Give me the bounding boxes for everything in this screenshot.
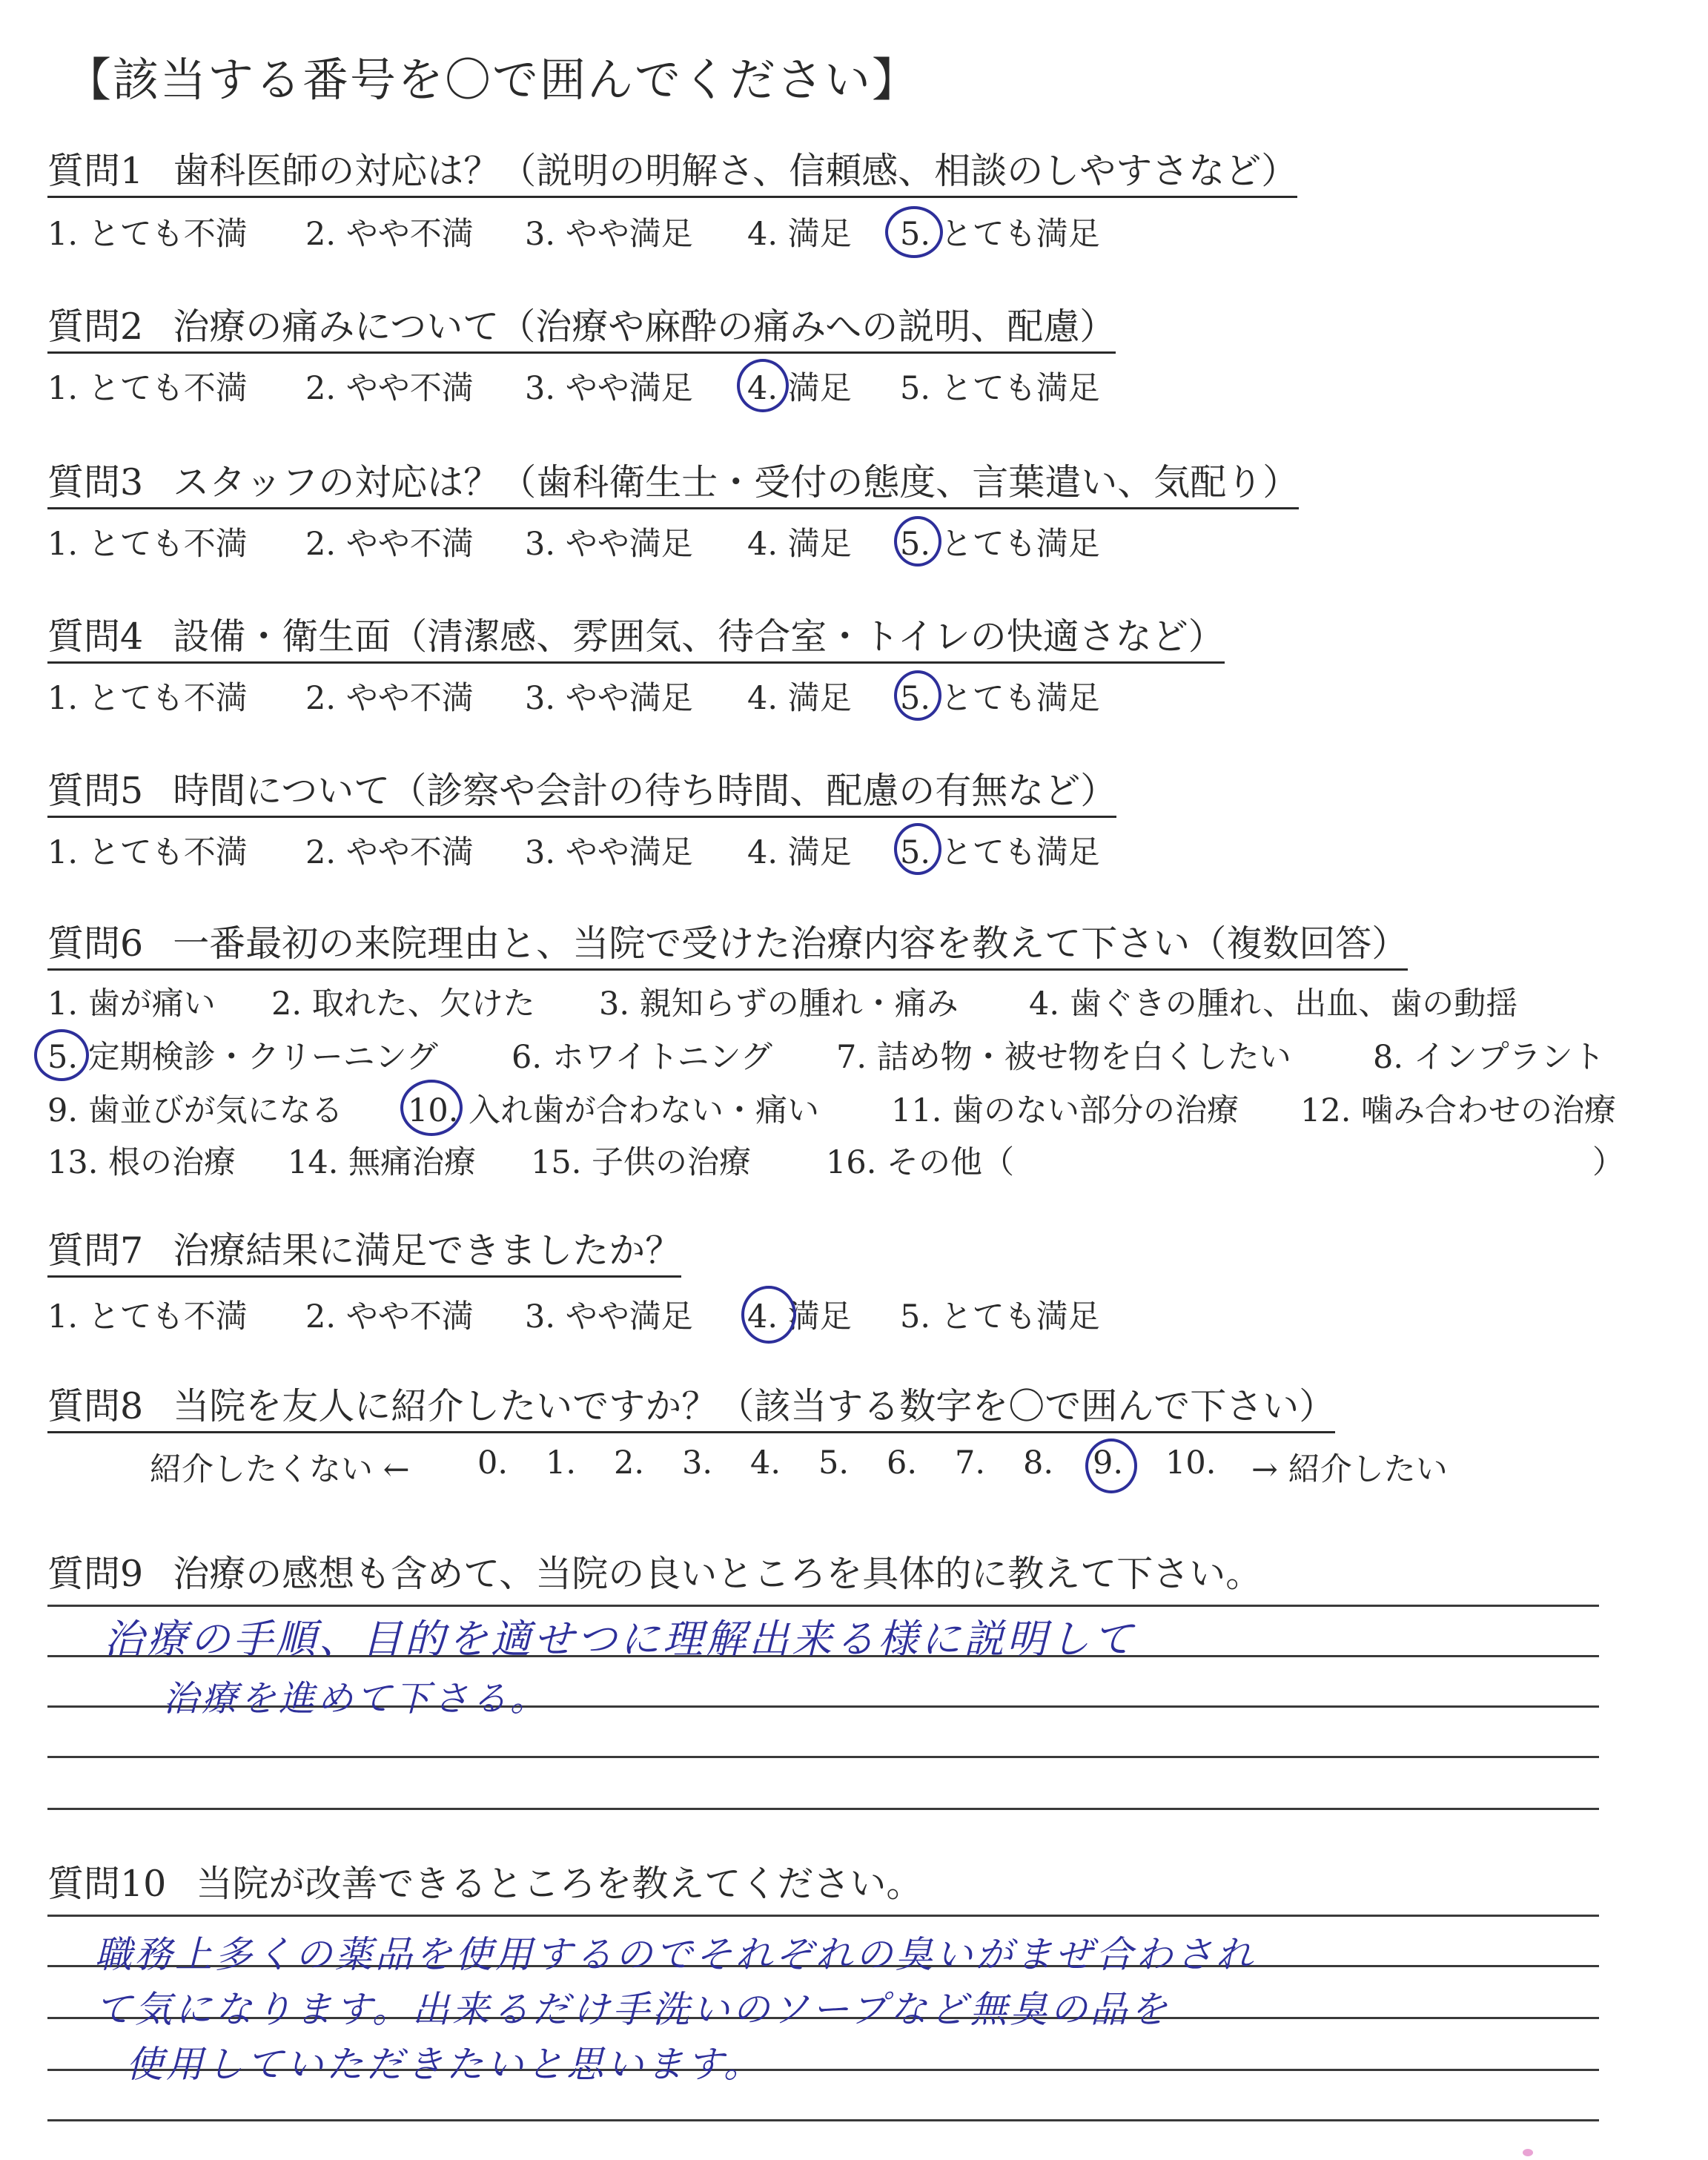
q8-scale-7[interactable]: 7. xyxy=(955,1444,986,1482)
question-6-number: 質問6 xyxy=(47,922,144,965)
instruction-heading: 【該当する番号を〇で囲んでください】 xyxy=(65,53,920,107)
q3-option-4[interactable]: 4. 満足 xyxy=(747,526,852,563)
q6-option-3[interactable]: 3. 親知らずの腫れ・痛み xyxy=(599,985,959,1023)
question-10-text: 当院が改善できるところを教えてください。 xyxy=(196,1863,923,1905)
q2-option-2[interactable]: 2. やや不満 xyxy=(305,370,474,407)
q10-answer-line-5 xyxy=(47,2119,1599,2121)
q3-option-3[interactable]: 3. やや満足 xyxy=(525,526,693,563)
q7-option-2[interactable]: 2. やや不満 xyxy=(305,1298,474,1335)
question-2-text: 治療の痛みについて（治療や麻酔の痛みへの説明、配慮） xyxy=(173,305,1116,348)
q8-scale-3[interactable]: 3. xyxy=(682,1444,713,1482)
q10-handwritten-line-2: て気になります。出来るだけ手洗いのソープなど無臭の品を xyxy=(95,1988,1171,2031)
question-9-number: 質問9 xyxy=(47,1553,144,1595)
question-9-text: 治療の感想も含めて、当院の良いところを具体的に教えて下さい。 xyxy=(173,1553,1262,1595)
question-10-number: 質問10 xyxy=(47,1863,167,1905)
question-7-number: 質問7 xyxy=(47,1229,144,1272)
q8-scale-6[interactable]: 6. xyxy=(887,1444,918,1482)
q6-option-1[interactable]: 1. 歯が痛い xyxy=(47,985,216,1023)
q6-option-2[interactable]: 2. 取れた、欠けた xyxy=(271,985,535,1023)
q8-scale-9[interactable]: 9. xyxy=(1093,1444,1124,1482)
q7-option-1[interactable]: 1. とても不満 xyxy=(47,1298,248,1335)
q10-handwritten-line-1: 職務上多くの薬品を使用するのでそれぞれの臭いがまぜ合わされ xyxy=(95,1933,1256,1976)
question-4-number: 質問4 xyxy=(47,615,144,658)
q1-option-1[interactable]: 1. とても不満 xyxy=(47,216,248,253)
q6-option-4[interactable]: 4. 歯ぐきの腫れ、出血、歯の動揺 xyxy=(1029,985,1518,1023)
q1-option-2[interactable]: 2. やや不満 xyxy=(305,216,474,253)
q5-selection-circle xyxy=(894,823,941,875)
q6-option-15[interactable]: 15. 子供の治療 xyxy=(531,1144,752,1181)
question-7-text: 治療結果に満足できましたか？ xyxy=(173,1229,682,1272)
q10-answer-line-1 xyxy=(47,1915,1599,1917)
question-7 xyxy=(47,1228,681,1278)
q9-answer-line-4 xyxy=(47,1756,1599,1758)
q6-option-7[interactable]: 7. 詰め物・被せ物を白くしたい xyxy=(836,1039,1291,1076)
q7-option-3[interactable]: 3. やや満足 xyxy=(525,1298,693,1335)
q1-option-5[interactable]: 5. とても満足 xyxy=(900,216,1100,253)
q3-option-2[interactable]: 2. やや不満 xyxy=(305,526,474,563)
q4-option-4[interactable]: 4. 満足 xyxy=(747,680,852,717)
q3-option-5[interactable]: 5. とても満足 xyxy=(900,526,1100,563)
question-9 xyxy=(47,1545,1262,1597)
question-8 xyxy=(47,1384,1335,1433)
q6-option-10-circle xyxy=(400,1080,463,1136)
q8-right-label: → 紹介したい xyxy=(1251,1451,1448,1488)
q2-option-4[interactable]: 4. 満足 xyxy=(747,370,852,407)
q1-selection-circle xyxy=(885,206,943,258)
q2-option-3[interactable]: 3. やや満足 xyxy=(525,370,693,407)
q8-scale-4[interactable]: 4. xyxy=(750,1444,781,1482)
question-5-text: 時間について（診察や会計の待ち時間、配慮の有無など） xyxy=(173,770,1117,812)
question-5 xyxy=(47,768,1116,818)
q6-option-13[interactable]: 13. 根の治療 xyxy=(47,1144,236,1181)
q1-option-4[interactable]: 4. 満足 xyxy=(747,216,852,253)
q6-option-10[interactable]: 10. 入れ歯が合わない・痛い xyxy=(408,1092,820,1129)
q9-answer-line-1 xyxy=(47,1605,1599,1607)
q6-option-11[interactable]: 11. 歯のない部分の治療 xyxy=(891,1092,1239,1129)
q2-option-5[interactable]: 5. とても満足 xyxy=(900,370,1100,407)
q5-option-5[interactable]: 5. とても満足 xyxy=(900,834,1100,871)
q8-scale-8[interactable]: 8. xyxy=(1023,1444,1054,1482)
q5-option-1[interactable]: 1. とても不満 xyxy=(47,834,248,871)
q1-option-3[interactable]: 3. やや満足 xyxy=(525,216,693,253)
q7-option-5[interactable]: 5. とても満足 xyxy=(900,1298,1100,1335)
question-3 xyxy=(47,460,1299,509)
q4-option-2[interactable]: 2. やや不満 xyxy=(305,680,474,717)
q6-option-6[interactable]: 6. ホワイトニング xyxy=(512,1039,772,1076)
question-2 xyxy=(47,304,1116,354)
q6-option-5-circle xyxy=(34,1029,89,1081)
q7-selection-circle xyxy=(741,1286,796,1344)
q10-handwritten-line-3: 使用していただきたいと思います。 xyxy=(126,2043,764,2086)
q6-option-8[interactable]: 8. インプラント xyxy=(1373,1039,1605,1076)
q4-option-5[interactable]: 5. とても満足 xyxy=(900,680,1100,717)
question-4-text: 設備・衛生面（清潔感、雰囲気、待合室・トイレの快適さなど） xyxy=(173,615,1225,658)
q6-option-9[interactable]: 9. 歯並びが気になる xyxy=(47,1092,343,1129)
q6-option-5[interactable]: 5. 定期検診・クリーニング xyxy=(47,1039,438,1076)
q9-answer-line-5 xyxy=(47,1808,1599,1810)
q7-option-4[interactable]: 4. 満足 xyxy=(747,1298,852,1335)
q5-option-4[interactable]: 4. 満足 xyxy=(747,834,852,871)
q5-option-2[interactable]: 2. やや不満 xyxy=(305,834,474,871)
ink-spot xyxy=(1523,2149,1533,2156)
question-1-text: 歯科医師の対応は？（説明の明解さ、信頼感、相談のしやすさなど） xyxy=(173,150,1298,192)
q8-scale-10[interactable]: 10. xyxy=(1165,1444,1217,1482)
q6-option-14[interactable]: 14. 無痛治療 xyxy=(288,1144,477,1181)
question-1-number: 質問1 xyxy=(47,150,144,192)
q6-other-close-paren: ） xyxy=(1592,1144,1624,1181)
q4-option-3[interactable]: 3. やや満足 xyxy=(525,680,693,717)
q6-option-12[interactable]: 12. 噛み合わせの治療 xyxy=(1300,1092,1617,1129)
question-3-number: 質問3 xyxy=(47,461,144,503)
question-8-number: 質問8 xyxy=(47,1385,144,1427)
q8-scale-1[interactable]: 1. xyxy=(546,1444,577,1482)
q8-scale-2[interactable]: 2. xyxy=(614,1444,645,1482)
q9-handwritten-line-1: 治療の手順、目的を適せつに理解出来る様に説明して xyxy=(104,1616,1136,1662)
q8-selection-circle xyxy=(1085,1439,1137,1493)
q2-option-1[interactable]: 1. とても不満 xyxy=(47,370,248,407)
q8-scale-5[interactable]: 5. xyxy=(818,1444,850,1482)
q3-option-1[interactable]: 1. とても不満 xyxy=(47,526,248,563)
q3-selection-circle xyxy=(894,516,941,567)
q9-handwritten-line-2: 治療を進めて下さる。 xyxy=(163,1678,549,1720)
question-2-number: 質問2 xyxy=(47,305,144,348)
question-5-number: 質問5 xyxy=(47,770,144,812)
question-4 xyxy=(47,614,1225,664)
q8-scale-0[interactable]: 0. xyxy=(477,1444,509,1482)
question-6-text: 一番最初の来院理由と、当院で受けた治療内容を教えて下さい（複数回答） xyxy=(173,922,1409,965)
q4-option-1[interactable]: 1. とても不満 xyxy=(47,680,248,717)
question-8-text: 当院を友人に紹介したいですか？（該当する数字を〇で囲んで下さい） xyxy=(173,1385,1336,1427)
q6-option-16[interactable]: 16. その他（ xyxy=(826,1144,1015,1181)
question-1 xyxy=(47,148,1297,198)
question-10 xyxy=(47,1855,922,1907)
q2-selection-circle xyxy=(737,359,789,412)
q4-selection-circle xyxy=(894,670,941,721)
question-3-text: スタッフの対応は？（歯科衛生士・受付の態度、言葉遣い、気配り） xyxy=(173,461,1300,503)
question-6 xyxy=(47,921,1408,971)
q5-option-3[interactable]: 3. やや満足 xyxy=(525,834,693,871)
q8-left-label: 紹介したくない ← xyxy=(150,1451,410,1488)
